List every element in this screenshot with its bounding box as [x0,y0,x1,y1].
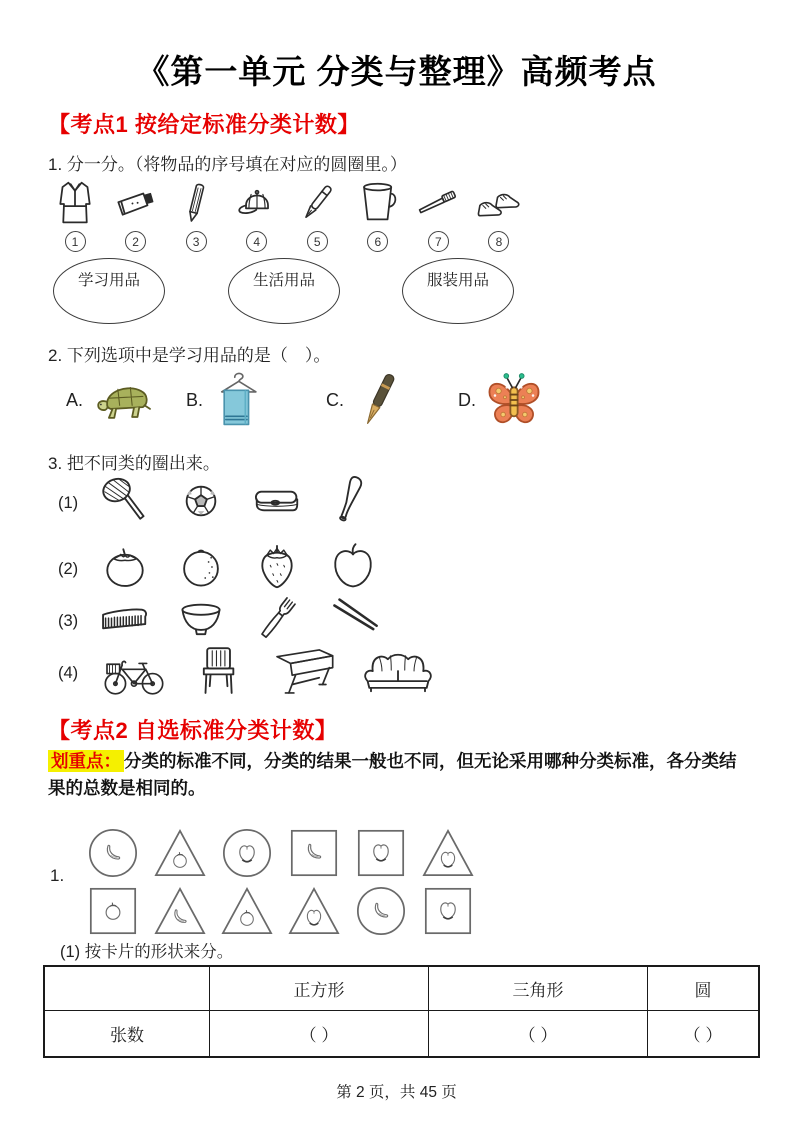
toothbrush-icon [410,179,466,226]
page-footer: 第 2 页，共 45 页 [336,1084,457,1101]
q1-item-coat [46,179,104,252]
option-a [66,366,158,434]
fork-icon [246,592,308,646]
card-circle-banana [354,884,408,938]
chopsticks-icon [322,592,384,646]
cards-row-1 [86,826,488,880]
card-square-banana [287,826,341,880]
question3-row-3 [58,592,398,651]
question1-items-row [46,179,528,252]
category-oval-study [53,258,165,324]
section2-heading: 【考点2 自选标准分类计数】 [48,718,338,743]
card-circle-banana [86,826,140,880]
apple-icon [322,540,384,594]
row-label: (2) [58,560,79,578]
card-square-peach [421,884,475,938]
q1-item-pen [288,179,346,252]
q1-item-pencil [167,179,225,252]
sofa-icon [358,644,438,698]
count-table [43,965,760,1058]
keypoint-paragraph [48,748,752,802]
option-b-label: B. [186,389,204,410]
pencil-icon [168,179,224,226]
card-square-tomato [86,884,140,938]
item-number: 5 [307,231,328,252]
option-d [458,366,543,434]
fountain-pen-icon [353,369,405,431]
tomato-icon [94,540,156,594]
cards-question-label: 1. [50,866,65,885]
baseball-bat-icon [322,474,384,528]
row-icons [94,540,398,599]
card-triangle-peach [287,884,341,938]
category-oval-clothing [402,258,514,324]
header-circle: 圆 [648,966,760,1010]
item-number: 6 [367,231,388,252]
bicycle-icon [94,644,174,698]
keypoint-label: 划重点： [48,750,124,772]
leather-shoes-icon [471,179,527,226]
school-desk-icon [264,644,344,698]
card-triangle-tomato [153,826,207,880]
item-number: 3 [186,231,207,252]
circle-count-cell[interactable]: （ ） [648,1010,760,1057]
cards-row-2 [86,884,488,938]
card-triangle-peach [421,826,475,880]
card-triangle-banana [153,884,207,938]
card-triangle-tomato [220,884,274,938]
q1-item-toothpaste [107,179,165,252]
comb-icon [94,592,156,646]
category-oval-daily [228,258,340,324]
row-label: (4) [58,664,79,682]
soccer-ball-icon [170,474,232,528]
row-label-cell: 张数 [44,1010,210,1057]
header-triangle: 三角形 [429,966,648,1010]
turtle-icon [92,375,158,425]
question2-text: 2. 下列选项中是学习用品的是（ ）。 [48,346,331,365]
towel-icon [212,369,264,431]
section1-heading: 【考点1 按给定标准分类计数】 [48,112,360,137]
card-circle-peach [220,826,274,880]
row-icons [94,592,398,651]
q1-item-toothbrush [409,179,467,252]
keypoint-text: 分类的标准不同，分类的结果一般也不同，但无论采用哪种分类标准，各分类结果的总数是相同的。 [48,751,737,799]
item-number: 8 [488,231,509,252]
coat-icon [47,179,103,226]
pencil-case-icon [246,474,308,528]
triangle-count-cell[interactable]: （ ） [429,1010,648,1057]
category-label: 服装用品 [426,272,489,289]
toothpaste-icon [108,179,164,226]
q1-item-leather-shoes [470,179,528,252]
question1-text: 1. 分一分。（将物品的序号填在对应的圆圈里。） [48,155,407,174]
option-c-label: C. [326,389,344,410]
table-header-row [44,966,759,1010]
strawberry-icon [246,540,308,594]
q1-item-cap [228,179,286,252]
option-b [186,366,264,434]
category-label: 学习用品 [77,272,140,289]
butterfly-icon [485,371,543,429]
item-number: 1 [65,231,86,252]
question3-row-1 [58,474,398,533]
row-label: (3) [58,612,79,630]
card-square-peach [354,826,408,880]
row-icons [94,474,398,533]
bowl-icon [170,592,232,646]
orange-icon [170,540,232,594]
category-label: 生活用品 [252,272,315,289]
tennis-racket-icon [94,474,156,528]
row-label: (1) [58,494,79,512]
table-data-row [44,1010,759,1057]
cup-icon [350,179,406,226]
question3-text: 3. 把不同类的圈出来。 [48,454,220,473]
item-number: 4 [246,231,267,252]
option-c [326,366,405,434]
cap-icon [229,179,285,226]
square-count-cell[interactable]: （ ） [210,1010,429,1057]
row-icons [94,644,452,703]
item-number: 7 [428,231,449,252]
item-number: 2 [125,231,146,252]
q1-item-cup [349,179,407,252]
question3-row-4 [58,644,452,703]
option-a-label: A. [66,389,84,410]
option-d-label: D. [458,389,476,410]
header-square: 正方形 [210,966,429,1010]
question3-row-2 [58,540,398,599]
page-title: 《第一单元 分类与整理》高频考点 [136,53,657,90]
sub-question-text: (1) 按卡片的形状来分。 [60,943,234,961]
chair-icon [188,644,250,698]
pen-icon [289,179,345,226]
header-empty [44,966,210,1010]
